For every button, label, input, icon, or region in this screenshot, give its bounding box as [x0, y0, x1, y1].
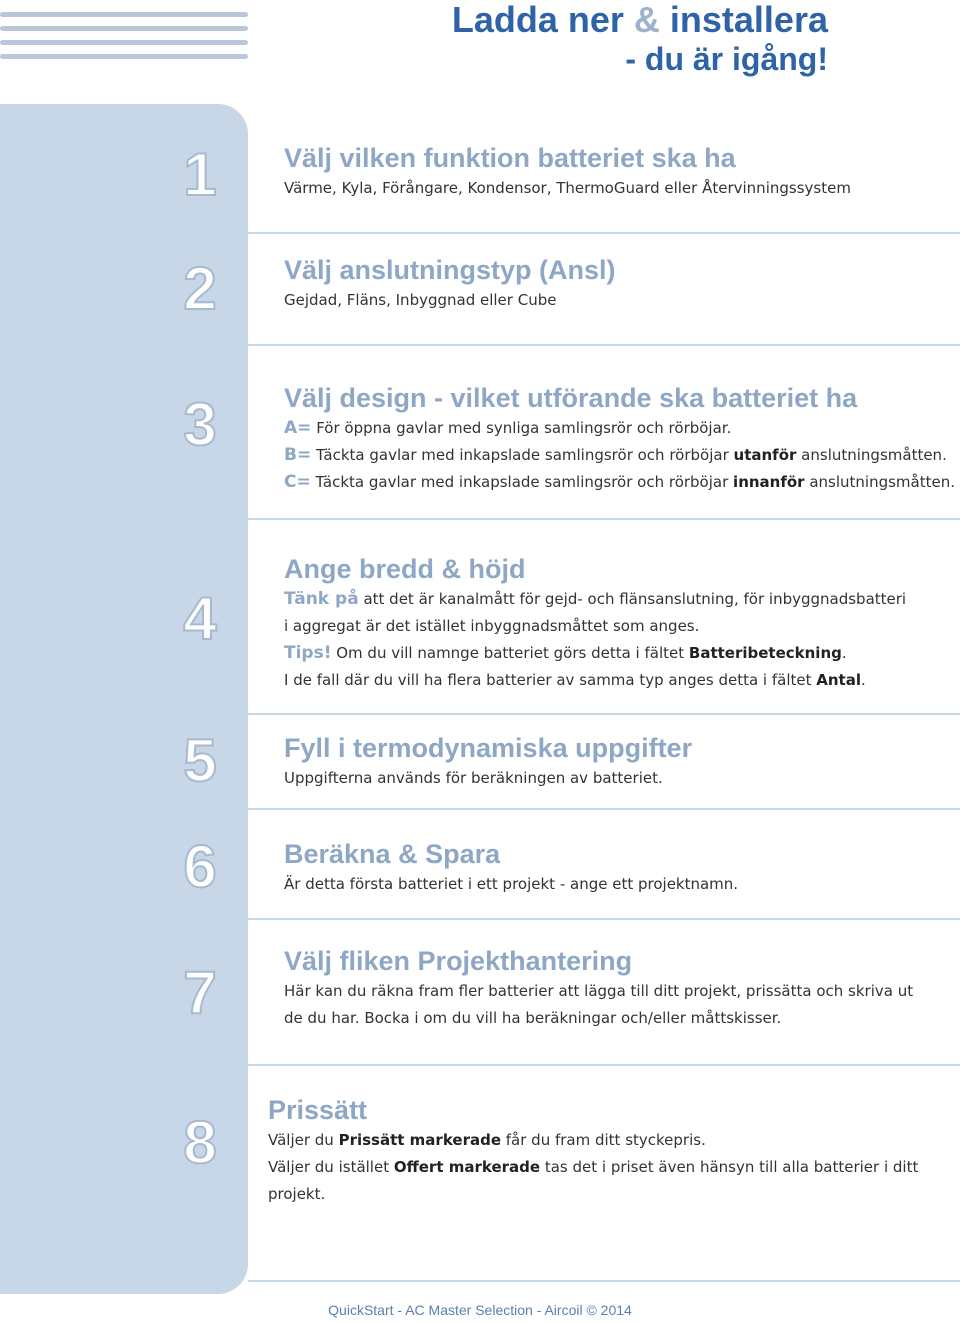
- step-1: [284, 141, 956, 202]
- footer: QuickStart - AC Master Selection - Aircoil © 2014: [328, 1302, 632, 1318]
- step-number-4: 4: [183, 585, 217, 652]
- divider: [248, 344, 960, 346]
- quantity-note: I de fall där du vill ha flera batterier av samma typ anges detta i fältet Antal.: [284, 671, 866, 689]
- option-c: C= Täckta gavlar med inkapslade samlingsrör och rörböjar innanför anslutningsmåtten.: [284, 472, 956, 492]
- decorative-stripes: [0, 12, 248, 68]
- step-4: [284, 552, 956, 694]
- step-number-5: 5: [183, 727, 217, 794]
- step-text: Här kan du räkna fram fler batterier att lägga till ditt projekt, prissätta och skriva ut: [284, 982, 914, 1000]
- step-8: [268, 1093, 956, 1208]
- page-title: Ladda ner & installera - du är igång!: [451, 0, 828, 77]
- step-6: [284, 837, 956, 898]
- divider: [248, 1064, 960, 1066]
- step-text: Väljer du istället Offert markerade tas det i priset även hänsyn till alla batterier i ditt projekt.: [268, 1158, 919, 1203]
- step-number-3: 3: [183, 391, 217, 458]
- step-text: Väljer du Prissätt markerade får du fram ditt styckepris.: [268, 1131, 706, 1149]
- step-number-8: 8: [183, 1109, 217, 1176]
- option-a: A= För öppna gavlar med synliga samlingsrör och rörböjar.: [284, 418, 732, 438]
- think-note: Tänk på att det är kanalmått för gejd- och flänsanslutning, för inbyggnadsbatteri: [284, 589, 907, 609]
- step-2: [284, 253, 956, 314]
- divider: [248, 713, 960, 715]
- step-text: Värme, Kyla, Förångare, Kondensor, ThermoGuard eller Återvinningssystem: [284, 179, 851, 197]
- page-subtitle: - du är igång!: [625, 41, 828, 77]
- step-number-6: 6: [183, 833, 217, 900]
- step-heading: Ange bredd & höjd: [284, 554, 526, 584]
- step-heading: Fyll i termodynamiska uppgifter: [284, 733, 693, 763]
- think-note-cont: i aggregat är det istället inbyggnadsmåttet som anges.: [284, 617, 700, 635]
- divider: [248, 1280, 960, 1282]
- step-heading: Beräkna & Spara: [284, 839, 501, 869]
- divider: [248, 232, 960, 234]
- step-5: [284, 731, 956, 792]
- step-number-2: 2: [183, 255, 217, 322]
- step-3: [284, 381, 956, 496]
- step-heading: Välj design - vilket utförande ska batteriet ha: [284, 383, 858, 413]
- step-heading: Välj vilken funktion batteriet ska ha: [284, 143, 736, 173]
- step-text: de du har. Bocka i om du vill ha beräkningar och/eller måttskisser.: [284, 1009, 782, 1027]
- divider: [248, 918, 960, 920]
- step-heading: Välj fliken Projekthantering: [284, 946, 633, 976]
- divider: [248, 518, 960, 520]
- step-text: Är detta första batteriet i ett projekt - ange ett projektnamn.: [284, 875, 739, 893]
- divider: [248, 808, 960, 810]
- step-text: Gejdad, Fläns, Inbyggnad eller Cube: [284, 291, 557, 309]
- tips-note: Tips! Om du vill namnge batteriet görs detta i fältet Batteribeteckning.: [284, 643, 847, 663]
- step-number-7: 7: [183, 959, 217, 1026]
- step-heading: Välj anslutningstyp (Ansl): [284, 255, 616, 285]
- step-heading: Prissätt: [268, 1095, 368, 1125]
- step-number-1: 1: [183, 141, 217, 208]
- step-text: Uppgifterna används för beräkningen av batteriet.: [284, 769, 663, 787]
- option-b: B= Täckta gavlar med inkapslade samlingsrör och rörböjar utanför anslutningsmåtten.: [284, 445, 947, 465]
- step-7: [284, 944, 956, 1032]
